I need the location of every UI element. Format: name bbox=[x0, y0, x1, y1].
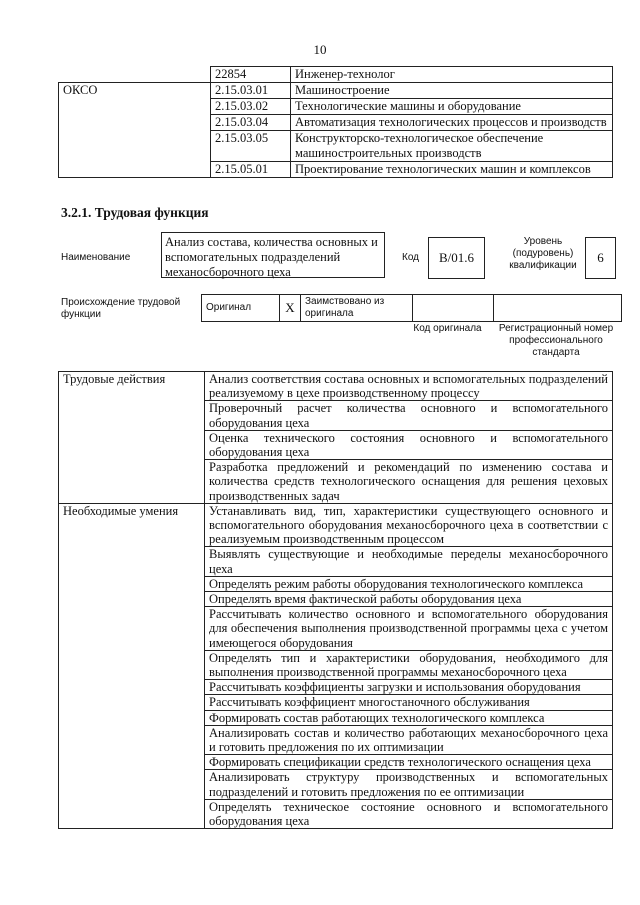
table-row: ОКСО 2.15.03.01 Машиностроение bbox=[59, 83, 613, 99]
skills-section bbox=[59, 503, 613, 828]
table-row bbox=[59, 503, 613, 547]
skill-item: Определять время фактической работы оборудования цеха bbox=[205, 592, 613, 607]
table-row: 2.15.03.02 Технологические машины и оборудование bbox=[59, 99, 613, 115]
labor-action-item: Оценка технического состояния основного и вспомогательного оборудования цеха bbox=[205, 430, 613, 459]
code-label: Код bbox=[402, 252, 420, 263]
skill-item: Анализировать структуру производственных и вспомогательных подразделений и готовить предложения по ее оптимизации bbox=[205, 770, 613, 799]
skill-item: Формировать спецификации средств технологического оснащения цеха bbox=[205, 755, 613, 770]
reg-number-cell bbox=[494, 295, 622, 322]
code-original-label: Код оригинала bbox=[413, 323, 482, 334]
page-number: 10 bbox=[313, 42, 327, 57]
table-row: 2.15.05.01 Проектирование технологических машин и комплексов bbox=[59, 162, 613, 178]
skill-item: Анализировать состав и количество работающих механосборочного цеха и готовить предложения по их оптимизации bbox=[205, 725, 613, 754]
okso-label: ОКСО bbox=[59, 83, 211, 178]
table-row: 2.15.03.05 Конструкторско-технологическое обеспечение машиностроительных производств bbox=[59, 131, 613, 162]
borrowed-cell: Заимствовано из оригинала bbox=[301, 295, 413, 322]
function-name-box: Анализ состава, количества основных и вспомогательных подразделений механосборочного цеха bbox=[161, 232, 385, 278]
skill-item: Устанавливать вид, тип, характеристики существующего основного и вспомогательного оборудования механосборочного цеха в соответствии с реализуемым производственным процессом bbox=[205, 503, 613, 547]
labor-action-item: Анализ соответствия состава основных и вспомогательных подразделений реализуемому в цехе производственному процессу bbox=[205, 372, 613, 401]
origin-table bbox=[201, 294, 622, 322]
skill-item: Определять тип и характеристики оборудования, необходимого для выполнения производственной программы механосборочного цеха bbox=[205, 650, 613, 679]
skill-item: Определять режим работы оборудования технологического комплекса bbox=[205, 576, 613, 591]
labor-function-table bbox=[58, 371, 613, 829]
labor-action-item: Разработка предложений и рекомендаций по изменению состава и количества средств технологического оснащения для решения цеховых производственных задач bbox=[205, 460, 613, 504]
table-row bbox=[59, 372, 613, 401]
level-label: Уровень (подуровень) квалификации bbox=[509, 236, 577, 271]
skill-item: Рассчитывать коэффициенты загрузки и использования оборудования bbox=[205, 680, 613, 695]
skill-item: Выявлять существующие и необходимые переделы механосборочного цеха bbox=[205, 547, 613, 576]
level-box: 6 bbox=[585, 237, 616, 279]
name-label: Наименование bbox=[61, 252, 131, 263]
skill-item: Рассчитывать коэффициент многостаночного обслуживания bbox=[205, 695, 613, 710]
reg-number-label: Регистрационный номер профессионального стандарта bbox=[498, 323, 614, 358]
section-heading: 3.2.1. Трудовая функция bbox=[61, 205, 209, 220]
okso-table bbox=[58, 66, 613, 178]
original-cell: Оригинал bbox=[202, 295, 280, 322]
original-mark: X bbox=[280, 295, 301, 322]
labor-action-header: Трудовые действия bbox=[59, 372, 205, 504]
skill-item: Формировать состав работающих технологического комплекса bbox=[205, 710, 613, 725]
table-row: 2.15.03.04 Автоматизация технологических процессов и производств bbox=[59, 115, 613, 131]
table-row bbox=[202, 295, 622, 322]
table-row: 22854 Инженер-технолог bbox=[59, 67, 613, 83]
skill-header: Необходимые умения bbox=[59, 503, 205, 828]
labor-actions-section bbox=[59, 372, 613, 504]
skill-item: Рассчитывать количество основного и вспомогательного оборудования для обеспечения выполнения производственной программы цеха с учетом имеющегося оборудования bbox=[205, 607, 613, 651]
origin-label: Происхождение трудовой функции bbox=[61, 297, 181, 320]
code-original-cell bbox=[413, 295, 494, 322]
function-code-box: B/01.6 bbox=[428, 237, 485, 279]
skill-item: Определять техническое состояние основного и вспомогательного оборудования цеха bbox=[205, 799, 613, 828]
labor-action-item: Проверочный расчет количества основного и вспомогательного оборудования цеха bbox=[205, 401, 613, 430]
